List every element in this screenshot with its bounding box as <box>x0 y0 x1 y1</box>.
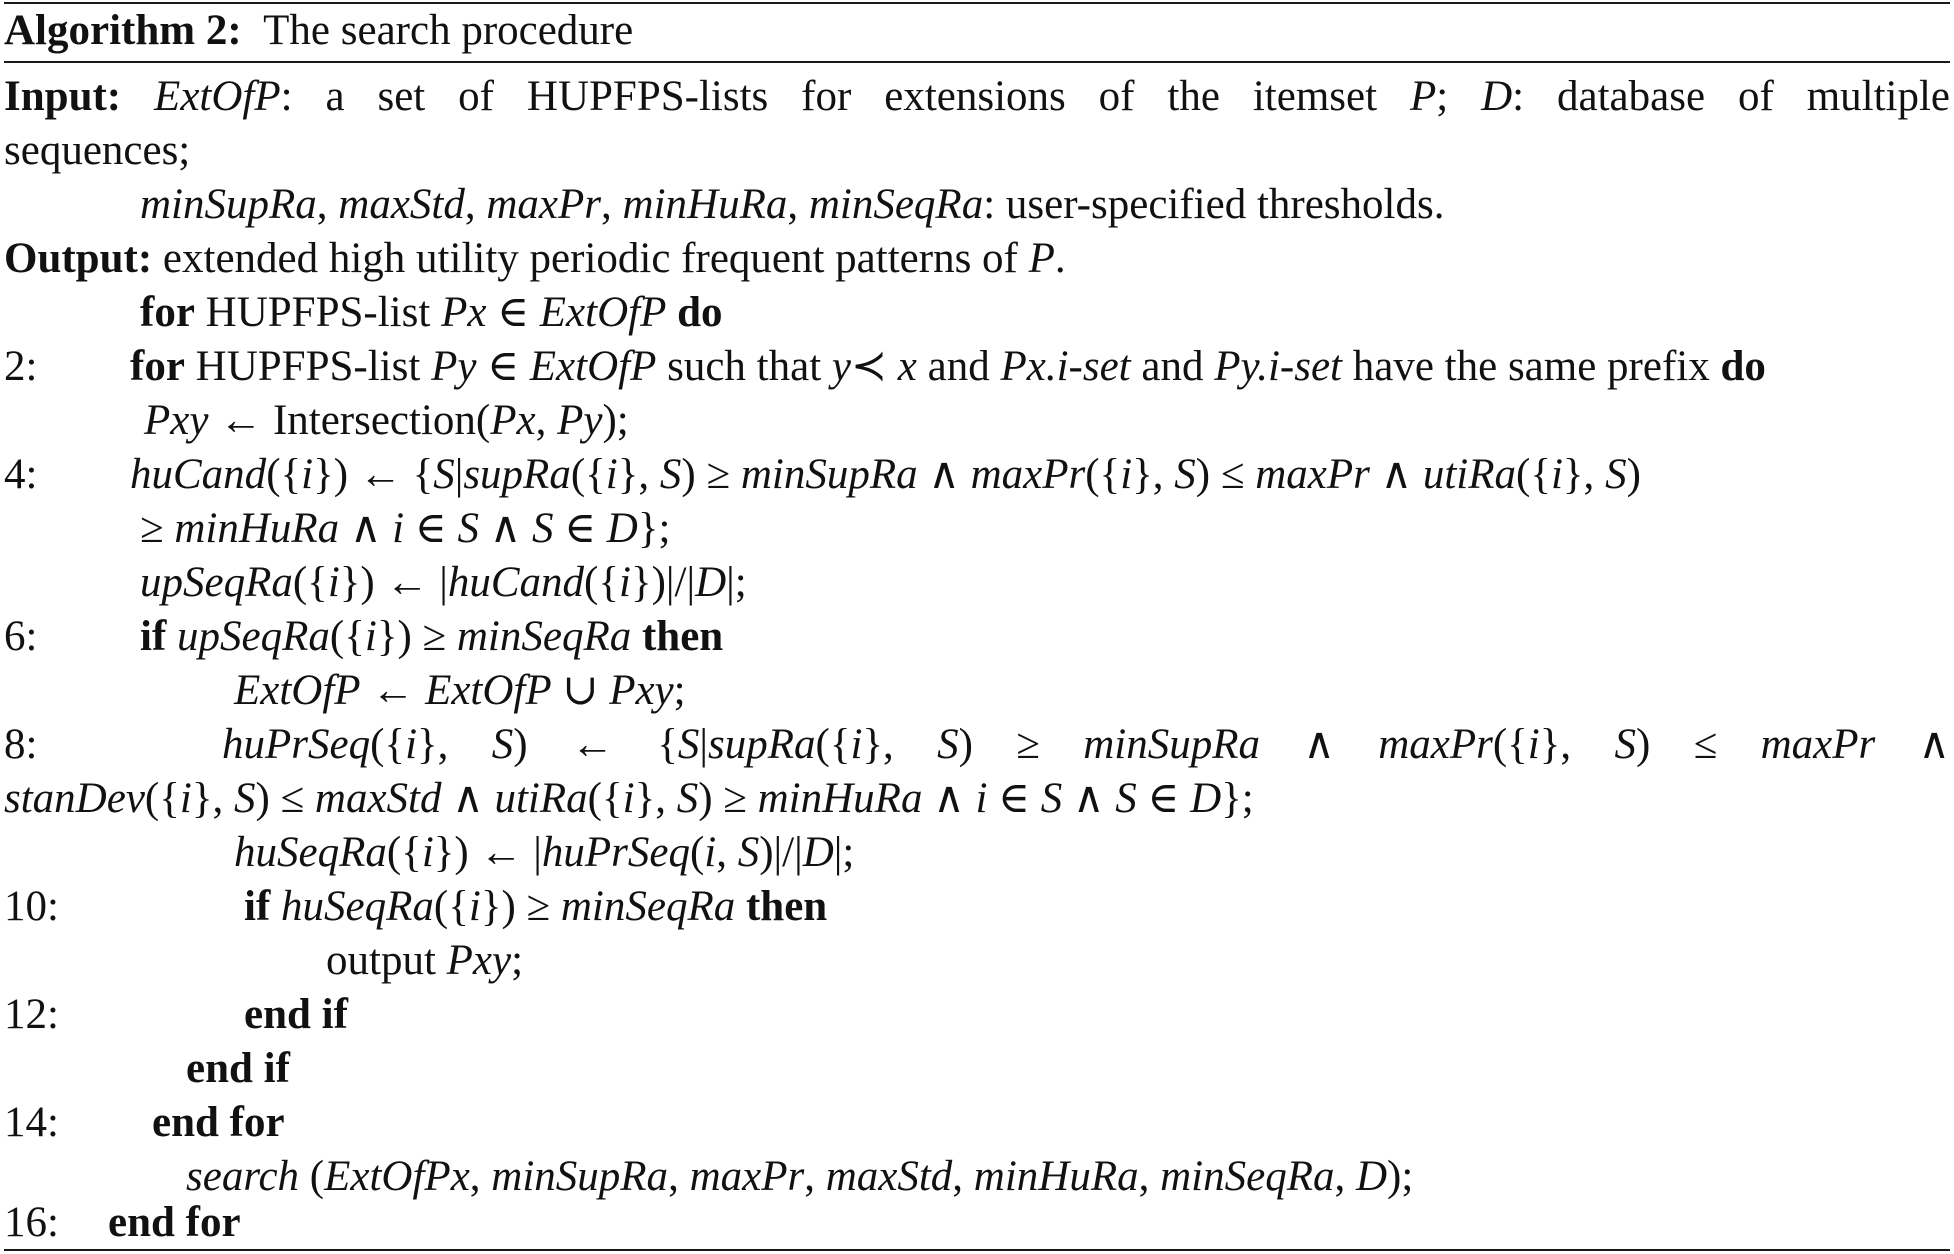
line-code: output Pxy; <box>326 937 524 984</box>
line-number: 6: <box>4 613 38 660</box>
algorithm-label: Algorithm 2: <box>4 7 242 54</box>
algorithm-title: The search procedure <box>263 7 634 54</box>
line-code: for HUPFPS-list Py ∈ ExtOfP such that y≺ x and Px.i-set and Py.i-set have the same prefix do <box>130 343 1766 390</box>
line-code: huPrSeq({i}, S) ← {S|supRa({i}, S) ≥ minSupRa ∧ maxPr({i}, S) ≤ maxPr ∧ <box>222 721 1951 768</box>
line-code: ≥ minHuRa ∧ i ∈ S ∧ S ∈ D}; <box>140 505 671 552</box>
line-code: stanDev({i}, S) ≤ maxStd ∧ utiRa({i}, S) ≥ minHuRa ∧ i ∈ S ∧ S ∈ D}; <box>4 775 1254 822</box>
line-code: end for <box>152 1099 285 1146</box>
line-code: for HUPFPS-list Px ∈ ExtOfP do <box>140 289 723 336</box>
line-number: 10: <box>4 883 59 930</box>
line-code: end if <box>244 991 348 1038</box>
bottom-rule <box>4 1249 1950 1251</box>
output-label: Output: <box>4 235 153 282</box>
input-text-3: minSupRa, maxStd, maxPr, minHuRa, minSeqRa: user-specified thresholds. <box>140 181 1445 228</box>
input-text-1: Input: ExtOfP: a set of HUPFPS-lists for extensions of the itemset P; D: database of multiple <box>4 73 1951 120</box>
line-code: Pxy ← Intersection(Px, Py); <box>144 397 629 444</box>
line-code: upSeqRa({i}) ← |huCand({i})|/|D|; <box>140 559 747 606</box>
line-number: 8: <box>4 721 38 768</box>
input-line-1 <box>0 70 1954 124</box>
line-code: if huSeqRa({i}) ≥ minSeqRa then <box>244 883 828 930</box>
algo-line <box>0 718 1954 772</box>
line-number: 2: <box>4 343 38 390</box>
line-code: end for <box>108 1199 241 1246</box>
line-code: search (ExtOfPx, minSupRa, maxPr, maxStd, minHuRa, minSeqRa, D); <box>186 1153 1414 1200</box>
line-code: if upSeqRa({i}) ≥ minSeqRa then <box>140 613 724 660</box>
line-code: huSeqRa({i}) ← |huPrSeq(i, S)|/|D|; <box>234 829 855 876</box>
line-code: huCand({i}) ← {S|supRa({i}, S) ≥ minSupRa ∧ maxPr({i}, S) ≤ maxPr ∧ utiRa({i}, S) <box>130 451 1641 498</box>
line-number: 14: <box>4 1099 59 1146</box>
line-code: ExtOfP ← ExtOfP ∪ Pxy; <box>234 667 686 714</box>
line-number: 16: <box>4 1199 59 1246</box>
algorithm-box: Algorithm 2: The search procedure Input: ExtOfP: a set of HUPFPS-lists for extensions of the itemset P; D: database of multiple sequences; minSupRa, maxStd, maxPr, minHuRa, minSeqRa: user-specified thresholds. Output: extended high utility periodic frequent patterns of P. for HUPFPS-list Px ∈ ExtOfP do 2: for HUPFPS-list Py ∈ ExtOfP such that y≺ x and Px.i-set and Py.i-set have the same prefix do Pxy ← Intersection(Px, Py); 4: huCand({i}) ← {S|supRa({i}, S) ≥ minSupRa ∧ maxPr({i}, S) ≤ maxPr ∧ utiRa({i}, S) ≥ minHuRa ∧ i ∈ S ∧ S ∈ D}; upSeqRa({i}) ← |huCand({i})|/|D|; 6: if upSeqRa({i}) ≥ minSeqRa then ExtOfP ← ExtOfP ∪ Pxy; 8: huPrSeq({i}, S) ← {S|supRa({i}, S) ≥ minSupRa ∧ maxPr({i}, S) ≤ maxPr ∧ stanDev({i}, S) ≤ maxStd ∧ utiRa({i}, S) ≥ minHuRa ∧ i ∈ S ∧ S ∈ D}; huSeqRa({i}) ← |huPrSeq(i, S)|/|D|; 10: if huSeqRa({i}) ≥ minSeqRa then output Pxy; 12: end if end if 14: end for search (ExtOfPx, minSupRa, maxPr, maxStd, minHuRa, minSeqRa, D); 16: end for <box>0 0 1954 1254</box>
line-code: end if <box>186 1045 290 1092</box>
header-rule <box>4 61 1950 63</box>
line-number: 12: <box>4 991 59 1038</box>
line-number: 4: <box>4 451 38 498</box>
